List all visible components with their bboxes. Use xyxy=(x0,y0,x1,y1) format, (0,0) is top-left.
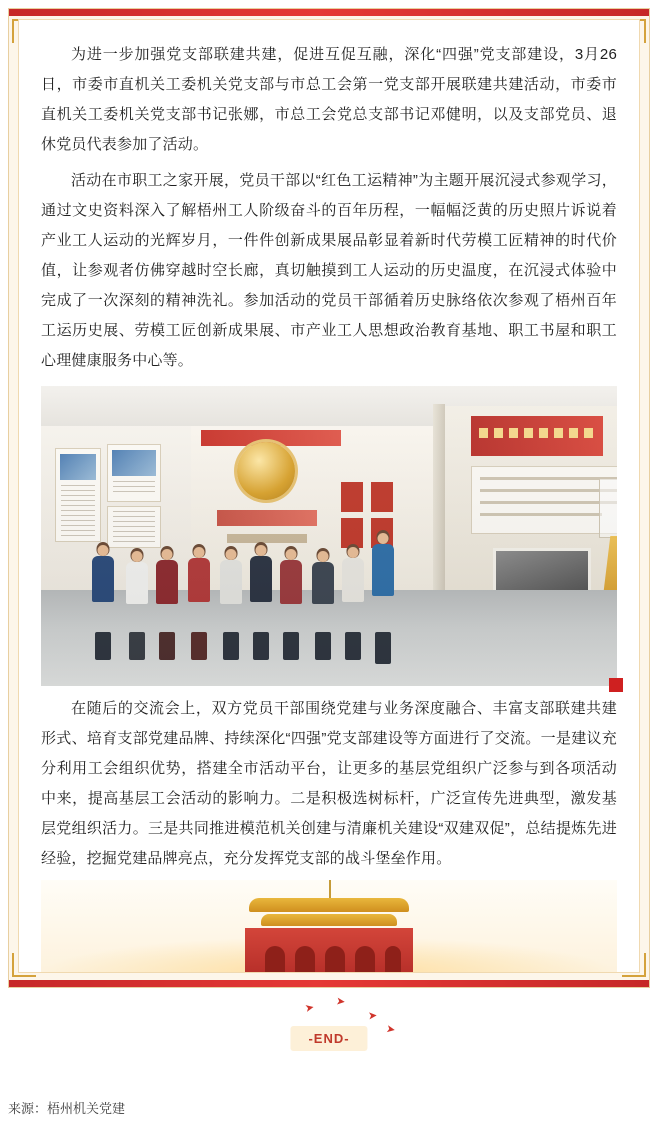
photo-display-case xyxy=(599,478,617,538)
end-section xyxy=(0,992,658,1088)
bird-icon: ➤ xyxy=(335,995,346,1009)
exhibition-photo xyxy=(41,386,617,686)
bottom-ribbon-decoration xyxy=(9,980,649,987)
photo-corner-accent xyxy=(609,678,623,692)
source-line xyxy=(0,1088,658,1133)
article-photo-container xyxy=(41,386,617,686)
photo-info-board xyxy=(471,466,617,534)
photo-red-plaque xyxy=(371,482,393,512)
photo-display-panel xyxy=(107,506,161,548)
article-body xyxy=(18,19,640,973)
article-card xyxy=(8,8,650,988)
bird-icon: ➤ xyxy=(367,1009,378,1023)
photo-display-panel xyxy=(55,448,101,542)
paragraph-3: 在随后的交流会上，双方党员干部围绕党建与业务深度融合、丰富支部联建共建形式、培育支部党建品牌、持续深化“四强”党支部建设等方面进行了交流。一是建议充分利用工会组织优势，搭建全市活动平台，让更多的基层党组织广泛参与到各项活动中来，提高基层工会活动的影响力。二是积极选树标杆，广泛宣传先进典型，激发基层党组织活力。三是共同推进模范机关创建与清廉机关建设“双建双促”，总结提炼先进经验，挖掘党建品牌亮点，充分发挥党支部的战斗堡垒作用。 xyxy=(41,700,617,867)
photo-right-red-banner xyxy=(471,416,603,456)
photo-display-panel xyxy=(107,444,161,502)
bird-icon: ➤ xyxy=(303,1001,316,1016)
end-badge: -END- xyxy=(290,1026,367,1051)
photo-pillar xyxy=(433,404,445,616)
paragraph-2: 活动在市职工之家开展，党员干部以“红色工运精神”为主题开展沉浸式参观学习，通过文史资料深入了解梧州工人阶级奋斗的百年历程，一幅幅泛黄的历史照片诉说着产业工人运动的光辉岁月，一件件创新成果展品彰显着新时代劳模工匠精神的时代价值，让参观者仿佛穿越时空长廊，真切触摸到工人运动的历史温度，在沉浸式体验中完成了一次深刻的精神洗礼。参加活动的党员干部循着历史脉络依次参观了梧州百年工运历史展、劳模工匠创新成果展、市产业工人思想政治教育基地、职工书屋和职工心理健康服务中心等。 xyxy=(41,172,617,369)
article-page xyxy=(0,8,658,1136)
gate-illustration xyxy=(239,892,419,972)
bird-icon: ➤ xyxy=(385,1023,397,1037)
photo-gold-emblem xyxy=(237,442,295,500)
top-ribbon-decoration xyxy=(9,9,649,16)
tiananmen-graphic xyxy=(41,880,617,972)
paragraph-1: 为进一步加强党支部联建共建，促进互促互融，深化“四强”党支部建设，3月26日，市委市直机关工委机关党支部与市总工会第一党支部开展联建共建活动，市委市直机关工委机关党支部书记张娜，市总工会党总支部书记邓健明，以及支部党员、退休党员代表参加了活动。 xyxy=(41,46,617,153)
source-label: 来源： xyxy=(8,1101,48,1116)
photo-exhibit-title xyxy=(217,510,317,526)
photo-red-plaque xyxy=(341,482,363,512)
source-value: 梧州机关党建 xyxy=(47,1101,126,1116)
photo-exhibit-subtitle xyxy=(227,534,307,543)
